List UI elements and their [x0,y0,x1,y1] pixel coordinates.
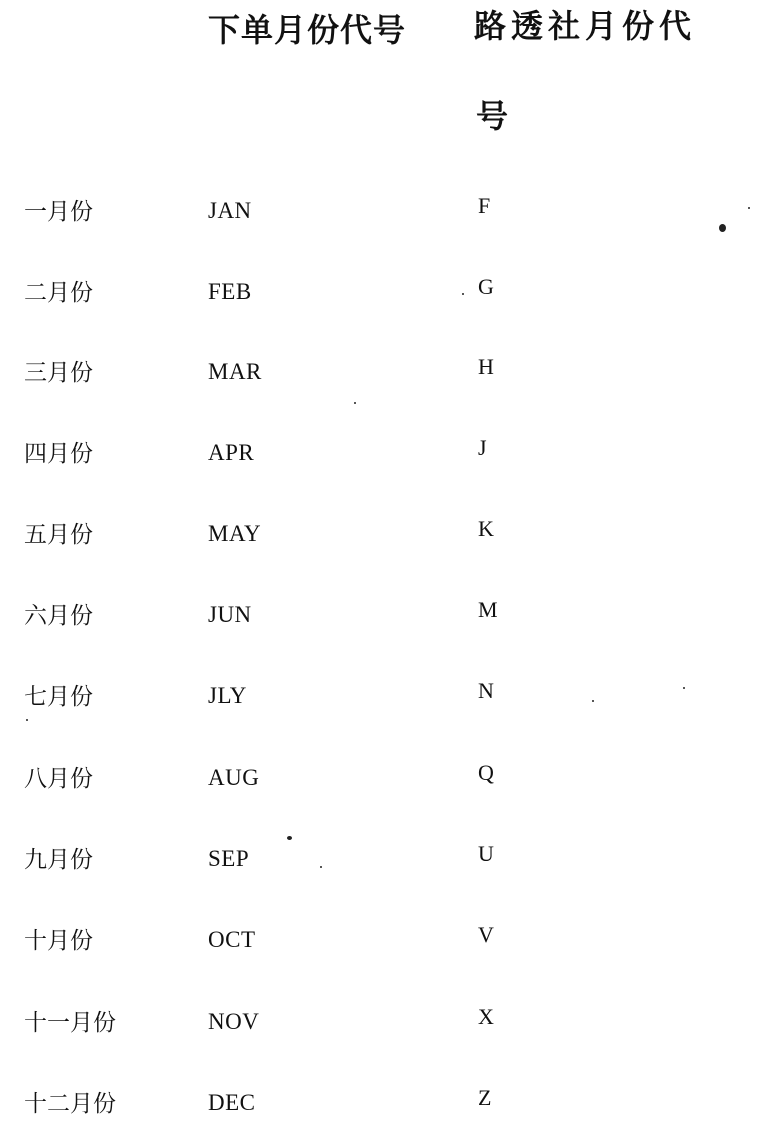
order-month-code: JAN [208,198,252,223]
order-month-code: OCT [208,927,256,952]
scan-speck [354,402,356,404]
scan-speck [320,866,322,868]
order-month-code: NOV [208,1009,260,1034]
month-name: 七月份 [24,684,93,710]
table-row [0,762,758,802]
order-month-code: JLY [208,683,247,708]
month-name: 十月份 [24,928,93,954]
order-month-code: JUN [208,602,252,627]
reuters-month-code: N [478,678,494,703]
table-row [0,680,758,720]
order-month-code: FEB [208,279,252,304]
reuters-code-header: 路透社月份代 [474,7,697,45]
month-name: 八月份 [24,766,93,792]
order-month-code: SEP [208,846,250,871]
scan-speck [287,836,292,840]
reuters-code-header-continued: 号 [476,97,509,135]
scan-speck [719,224,726,232]
reuters-month-code: F [478,193,491,218]
month-name: 三月份 [24,360,93,386]
scan-speck [592,700,594,702]
scan-speck [748,207,750,209]
order-month-code: MAY [208,521,262,546]
reuters-month-code: G [478,274,494,299]
month-name: 五月份 [24,522,93,548]
month-name: 一月份 [24,199,93,225]
reuters-month-code: K [478,516,494,541]
month-name: 十二月份 [24,1091,116,1117]
reuters-month-code: X [478,1004,494,1029]
table-row [0,518,758,558]
reuters-month-code: H [478,354,494,379]
month-name: 二月份 [24,280,93,306]
table-row [0,1006,758,1046]
table-row [0,843,758,883]
reuters-month-code: J [478,435,487,460]
reuters-month-code: U [478,841,494,866]
scan-speck [462,293,464,295]
order-month-code: AUG [208,765,260,790]
scan-speck [26,719,28,721]
month-name: 九月份 [24,847,93,873]
table-row [0,599,758,639]
reuters-month-code: M [478,597,498,622]
order-month-code: MAR [208,359,262,384]
table-row [0,1087,758,1127]
table-row [0,437,758,477]
table-row [0,195,758,235]
reuters-month-code: Q [478,760,494,785]
month-name: 六月份 [24,603,93,629]
scan-speck [683,687,685,689]
month-name: 四月份 [24,441,93,467]
table-row [0,356,758,396]
table-row [0,276,758,316]
reuters-month-code: V [478,922,494,947]
table-row [0,924,758,964]
order-code-header: 下单月份代号 [208,11,407,49]
reuters-month-code: Z [478,1085,492,1110]
order-month-code: APR [208,440,255,465]
month-name: 十一月份 [24,1010,116,1036]
order-month-code: DEC [208,1090,256,1115]
